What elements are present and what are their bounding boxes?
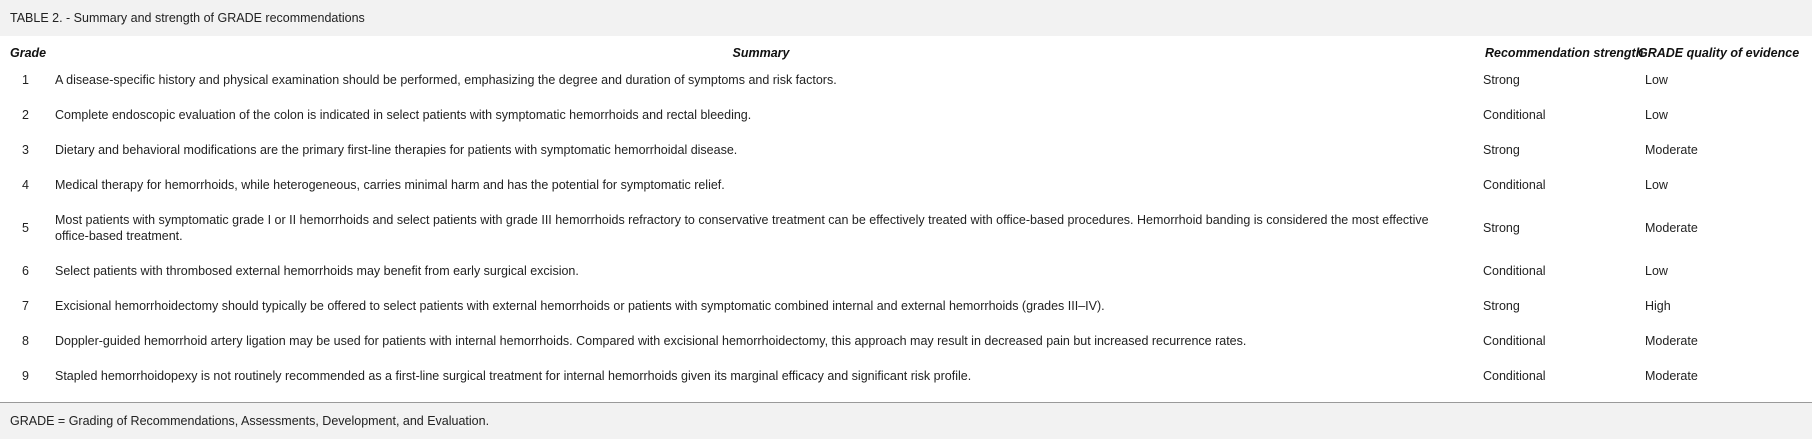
- table-header-row: [0, 44, 1812, 62]
- column-header-grade: Grade: [10, 46, 47, 60]
- grade-cell: 6: [22, 263, 29, 278]
- quality-cell: Low: [1645, 72, 1668, 87]
- grade-cell: 7: [22, 298, 29, 313]
- grade-cell: 2: [22, 107, 29, 122]
- summary-cell: A disease-specific history and physical examination should be performed, emphasizing the degree and duration of symptoms and risk factors.: [55, 72, 837, 87]
- strength-cell: Strong: [1483, 220, 1520, 235]
- quality-cell: High: [1645, 298, 1671, 313]
- summary-cell: Medical therapy for hemorrhoids, while heterogeneous, carries minimal harm and has the potential for symptomatic relief.: [55, 177, 725, 192]
- quality-cell: Low: [1645, 177, 1668, 192]
- table-row: [0, 132, 1812, 167]
- quality-cell: Low: [1645, 263, 1668, 278]
- quality-cell: Moderate: [1645, 220, 1698, 235]
- summary-cell: Doppler-guided hemorrhoid artery ligation may be used for patients with internal hemorrhoids. Compared with excisional hemorrhoidectomy, this approach may result in decreased pain but increased recurrence rates.: [55, 333, 1247, 348]
- column-header-strength: Recommendation strength: [1485, 46, 1644, 60]
- table-row: [0, 97, 1812, 132]
- table-footnote: GRADE = Grading of Recommendations, Assessments, Development, and Evaluation.: [0, 402, 1812, 439]
- grade-cell: 8: [22, 333, 29, 348]
- summary-cell: Excisional hemorrhoidectomy should typically be offered to select patients with external hemorrhoids or patients with symptomatic combined internal and external hemorrhoids (grades III–IV).: [55, 298, 1105, 313]
- grade-cell: 3: [22, 142, 29, 157]
- quality-cell: Moderate: [1645, 368, 1698, 383]
- strength-cell: Strong: [1483, 72, 1520, 87]
- grade-cell: 1: [22, 72, 29, 87]
- table-row: [0, 62, 1812, 97]
- grade-cell: 5: [22, 220, 29, 235]
- strength-cell: Conditional: [1483, 107, 1546, 122]
- summary-cell: Select patients with thrombosed external hemorrhoids may benefit from early surgical excision.: [55, 263, 579, 278]
- quality-cell: Moderate: [1645, 333, 1698, 348]
- column-header-quality: GRADE quality of evidence: [1638, 46, 1800, 60]
- table-caption: TABLE 2. - Summary and strength of GRADE recommendations: [0, 0, 1812, 36]
- strength-cell: Strong: [1483, 298, 1520, 313]
- strength-cell: Strong: [1483, 142, 1520, 157]
- summary-cell: Stapled hemorrhoidopexy is not routinely recommended as a first-line surgical treatment for internal hemorrhoids given its marginal efficacy and significant risk profile.: [55, 368, 972, 383]
- quality-cell: Low: [1645, 107, 1668, 122]
- table-row: [0, 253, 1812, 288]
- strength-cell: Conditional: [1483, 333, 1546, 348]
- grade-cell: 4: [22, 177, 29, 192]
- grade-cell: 9: [22, 368, 29, 383]
- strength-cell: Conditional: [1483, 368, 1546, 383]
- summary-cell: Most patients with symptomatic grade I or II hemorrhoids and select patients with grade III hemorrhoids refractory to conservative treatment can be effectively treated with office-based procedures. Hemorrhoid banding is considered the most effective office-based treatment.: [55, 212, 1429, 243]
- table-row: [0, 288, 1812, 323]
- table-row: [0, 202, 1812, 253]
- strength-cell: Conditional: [1483, 177, 1546, 192]
- strength-cell: Conditional: [1483, 263, 1546, 278]
- table-row: [0, 323, 1812, 358]
- recommendations-table: [0, 44, 1812, 393]
- table-row: [0, 358, 1812, 393]
- quality-cell: Moderate: [1645, 142, 1698, 157]
- table-row: [0, 167, 1812, 202]
- summary-cell: Complete endoscopic evaluation of the colon is indicated in select patients with symptomatic hemorrhoids and rectal bleeding.: [55, 107, 752, 122]
- summary-cell: Dietary and behavioral modifications are the primary first-line therapies for patients with symptomatic hemorrhoidal disease.: [55, 142, 738, 157]
- column-header-summary: Summary: [732, 46, 790, 60]
